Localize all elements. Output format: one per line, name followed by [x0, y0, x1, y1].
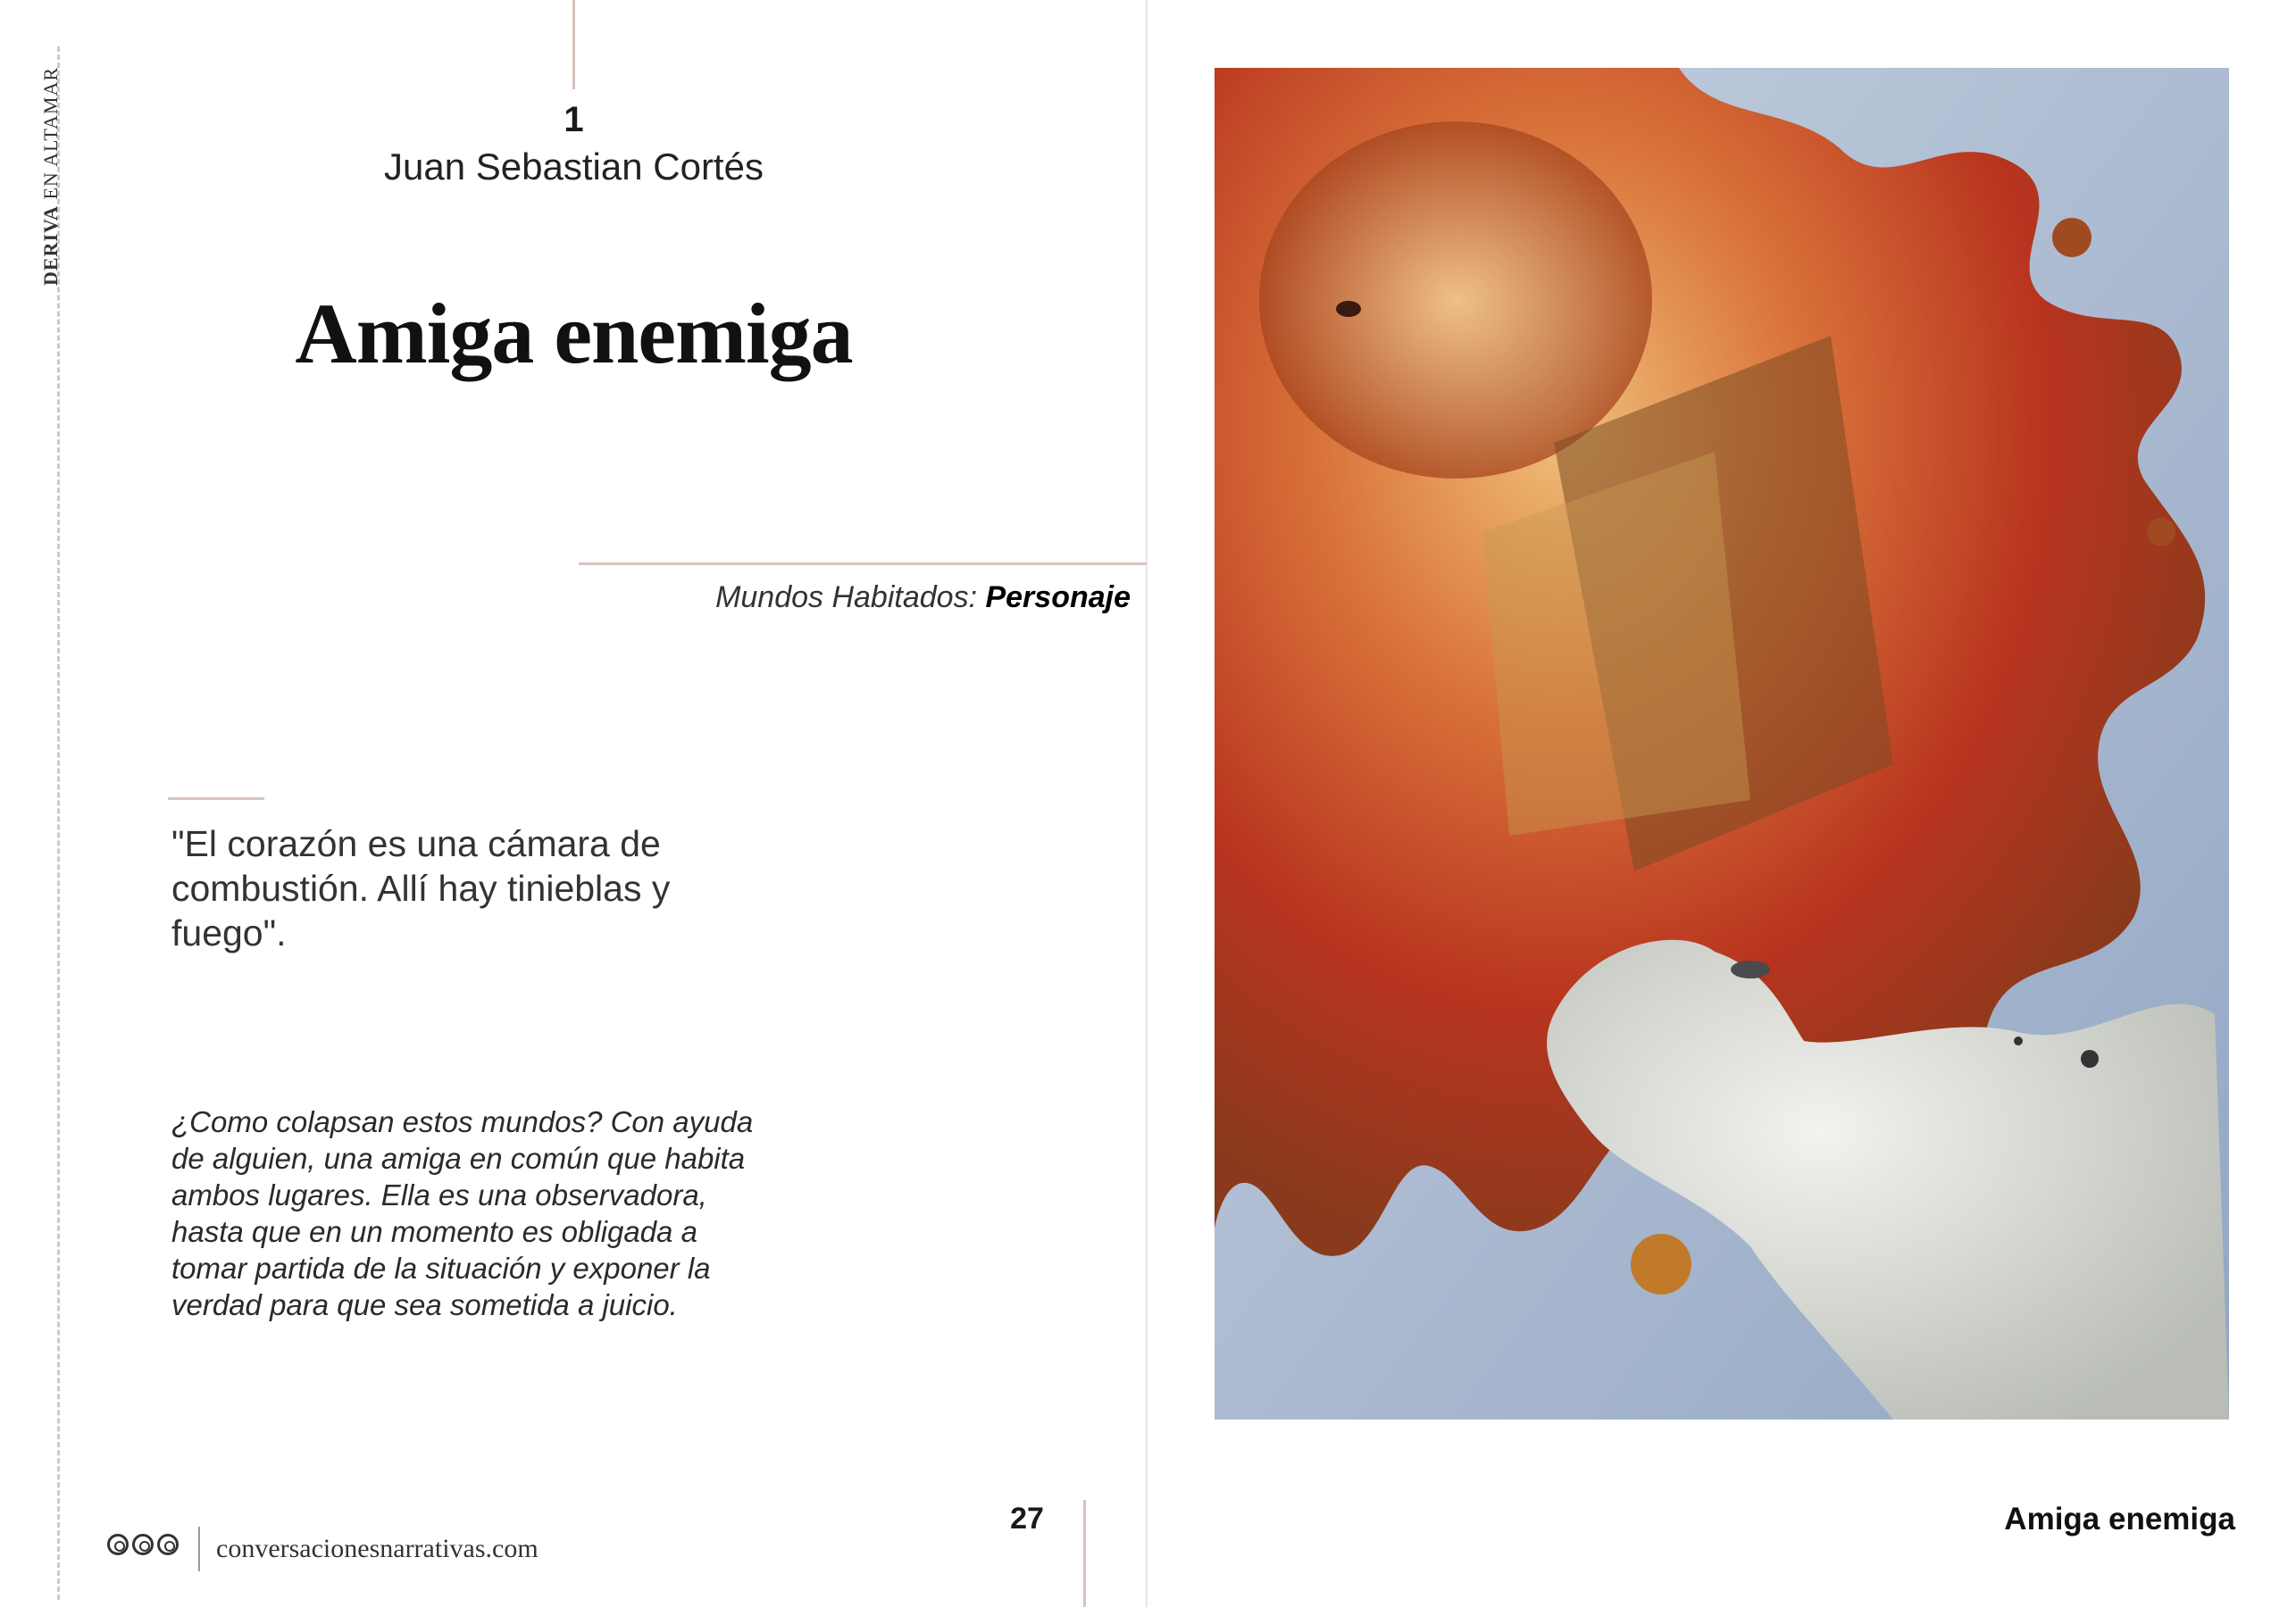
- spine-label: DERIVA EN ALTAMAR: [39, 66, 62, 286]
- quote-rule: [168, 797, 264, 800]
- page-gutter: [1146, 0, 1148, 1607]
- top-vertical-rule: [572, 0, 575, 89]
- chapter-number: 1: [564, 100, 584, 139]
- section-label: Mundos Habitados: Personaje: [715, 580, 1131, 614]
- running-title: Amiga enemiga: [2004, 1502, 2235, 1536]
- description-text: ¿Como colapsan estos mundos? Con ayuda de alguien, una amiga en común que habita ambos lugares. Ella es una observadora, hasta que en un momento es obligada a tomar partida de la situación y exponer la verdad para que sea sometida a juicio.: [171, 1105, 754, 1321]
- website-link[interactable]: conversacionesnarrativas.com: [216, 1534, 539, 1563]
- footer-divider: [198, 1527, 200, 1571]
- chapter-title: Amiga enemiga: [295, 286, 853, 381]
- section-rule: [579, 562, 1147, 565]
- pull-quote: "El corazón es una cámara de combustión. Allí hay tinieblas y fuego".: [171, 823, 671, 953]
- cover-artwork: [1215, 68, 2229, 1420]
- publisher-logo-icon: [107, 1534, 179, 1555]
- author-name: Juan Sebastian Cortés: [384, 146, 764, 187]
- footer-vertical-rule: [1083, 1500, 1086, 1607]
- page-number: 27: [1010, 1502, 1044, 1536]
